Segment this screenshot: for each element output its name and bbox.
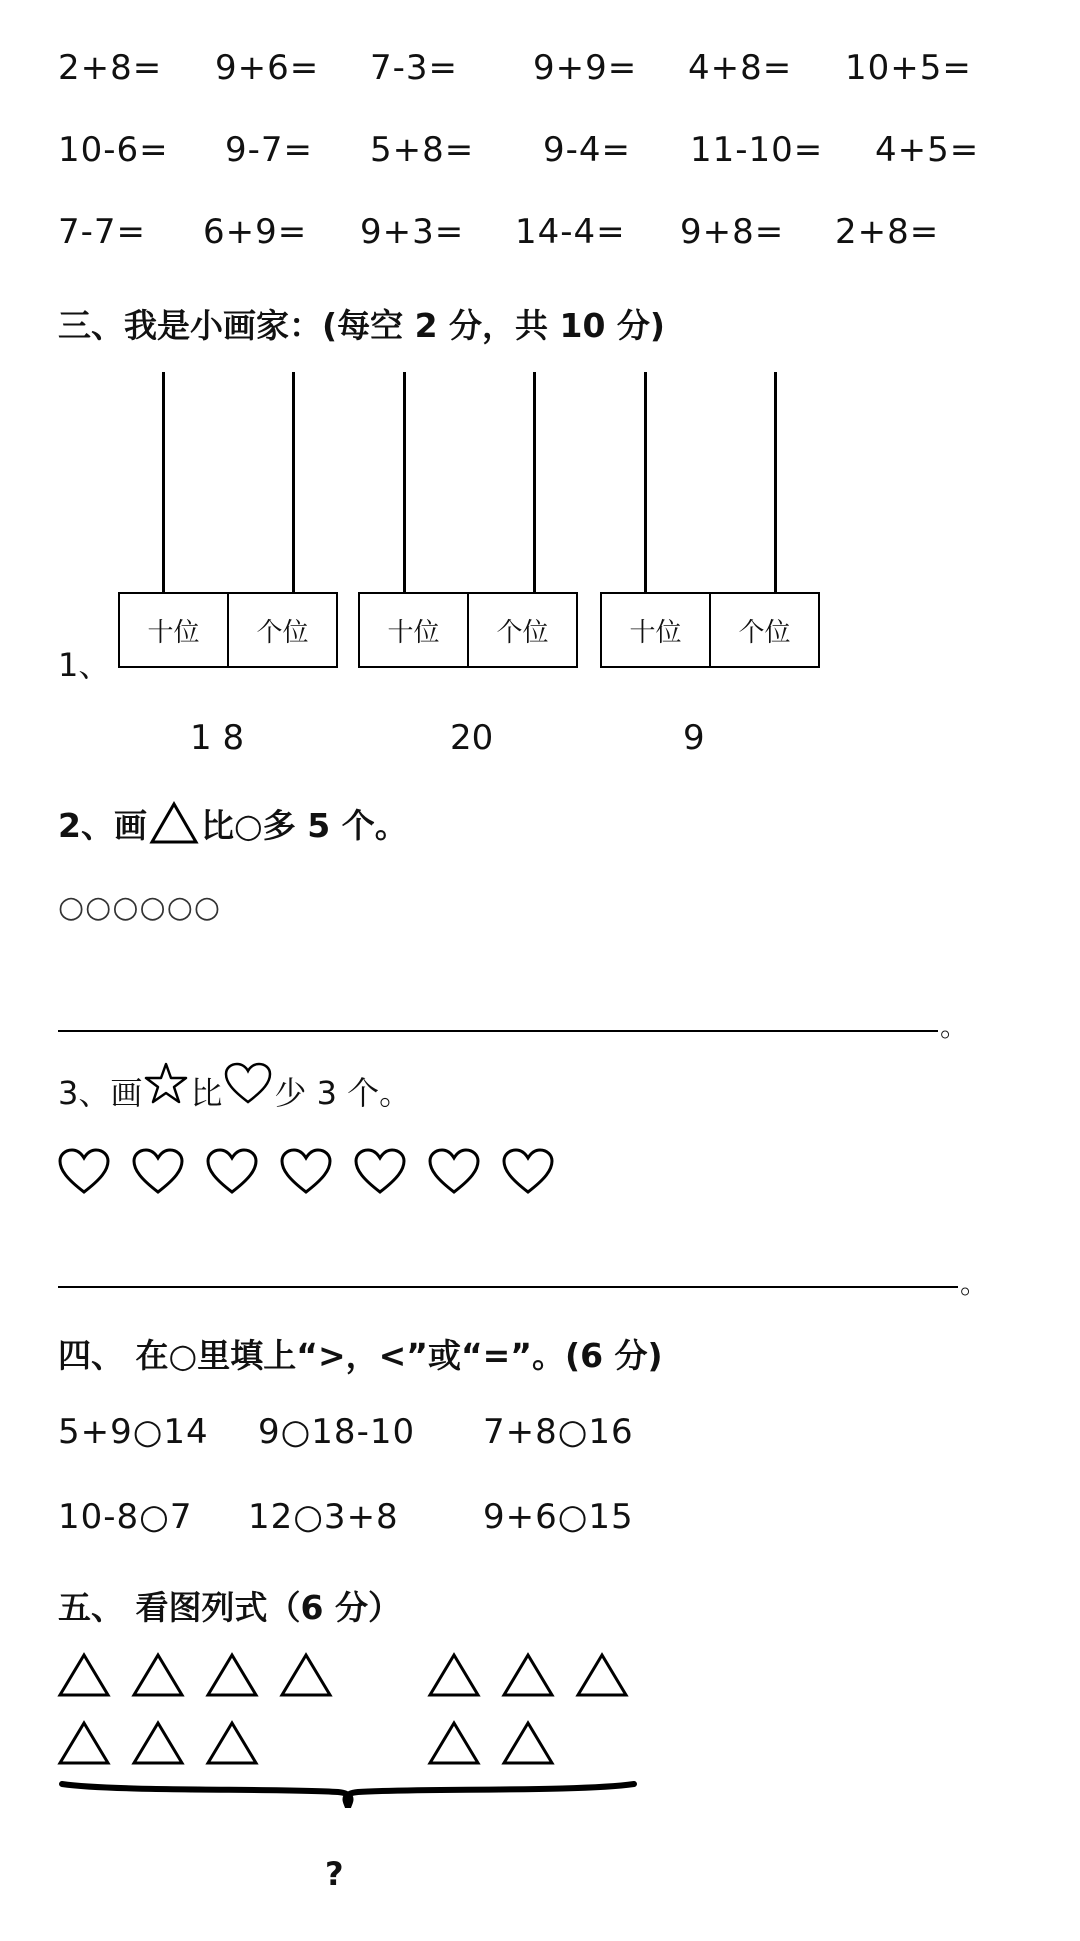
answer-line [58,1030,938,1032]
comparison: 12○3+8 [248,1497,399,1537]
tens-label: 十位 [147,617,200,648]
question-3-text: 比 [190,1074,223,1112]
triangle-icon [206,1720,258,1766]
section-4-title: 四、 在○里填上“>，<”或“=”。(6 分) [58,1336,663,1375]
comparison: 5+9○14 [58,1412,209,1452]
triangle-icon [280,1652,332,1698]
heart-icon [58,1148,110,1196]
equation: 2+8= [58,48,163,88]
triangle-icon [576,1652,628,1698]
heart-icon [354,1148,406,1196]
heart-icon [132,1148,184,1196]
triangle-row [428,1652,628,1698]
comparison: 10-8○7 [58,1497,193,1537]
triangle-row [428,1720,554,1766]
triangle-row [58,1720,258,1766]
equation: 9-4= [543,130,632,170]
abacus-rod [644,372,647,594]
abacus-number: 9 [683,718,705,758]
brace-icon [58,1778,638,1818]
triangle-icon [502,1652,554,1698]
heart-icon [224,1062,272,1106]
tens-label: 十位 [387,617,440,648]
abacus-rod [403,372,406,594]
equation: 6+9= [203,212,308,252]
circle-row: ○○○○○○ [58,890,222,925]
triangle-icon [206,1652,258,1698]
triangle-icon [58,1720,110,1766]
equation: 10-6= [58,130,169,170]
heart-icon [206,1148,258,1196]
equation: 9+9= [533,48,638,88]
equation: 9+6= [215,48,320,88]
question-2-prefix: 2、画 [58,806,147,845]
triangle-icon [132,1652,184,1698]
equation: 4+8= [688,48,793,88]
equation: 10+5= [845,48,972,88]
hearts-row [58,1148,554,1196]
equation: 5+8= [370,130,475,170]
equation: 2+8= [835,212,940,252]
ones-label: 个位 [227,594,336,666]
abacus-rod [162,372,165,594]
equation: 7-3= [370,48,459,88]
answer-line [58,1286,958,1288]
equation: 4+5= [875,130,980,170]
equation: 9+3= [360,212,465,252]
equation: 14-4= [515,212,626,252]
abacus-number: 1 8 [190,718,245,758]
equation: 7-7= [58,212,147,252]
abacus-rod [292,372,295,594]
triangle-row [58,1652,332,1698]
triangle-icon [58,1652,110,1698]
star-icon [144,1062,188,1106]
triangle-icon [149,801,199,845]
equation: 9+8= [680,212,785,252]
heart-icon [280,1148,332,1196]
comparison: 9○18-10 [258,1412,416,1452]
question-3 [58,1062,411,1114]
tens-label: 十位 [629,617,682,648]
equation: 11-10= [690,130,824,170]
abacus-number: 20 [450,718,494,758]
comparison: 9+6○15 [483,1497,634,1537]
heart-icon [428,1148,480,1196]
triangle-icon [502,1720,554,1766]
comparison: 7+8○16 [483,1412,634,1452]
place-value-box [118,592,338,668]
question-3-suffix: 少 3 个。 [274,1074,412,1112]
triangle-icon [132,1720,184,1766]
abacus-rod [774,372,777,594]
ones-label: 个位 [467,594,576,666]
answer-line-end: 。 [960,1267,989,1300]
equation: 9-7= [225,130,314,170]
heart-icon [502,1148,554,1196]
question-2 [58,800,408,847]
place-value-box [358,592,578,668]
ones-label: 个位 [709,594,818,666]
answer-line-end: 。 [940,1010,969,1043]
place-value-box [600,592,820,668]
question-2-text: 比○多 5 个。 [200,806,408,845]
question-1-label: 1、 [58,646,111,684]
triangle-icon [428,1720,480,1766]
section-3-title: 三、我是小画家：(每空 2 分，共 10 分) [58,306,666,345]
section-5-title: 五、 看图列式（6 分） [58,1588,401,1627]
triangle-icon [428,1652,480,1698]
question-3-prefix: 3、画 [58,1074,143,1112]
question-mark: ? [325,1855,344,1893]
abacus-rod [533,372,536,594]
